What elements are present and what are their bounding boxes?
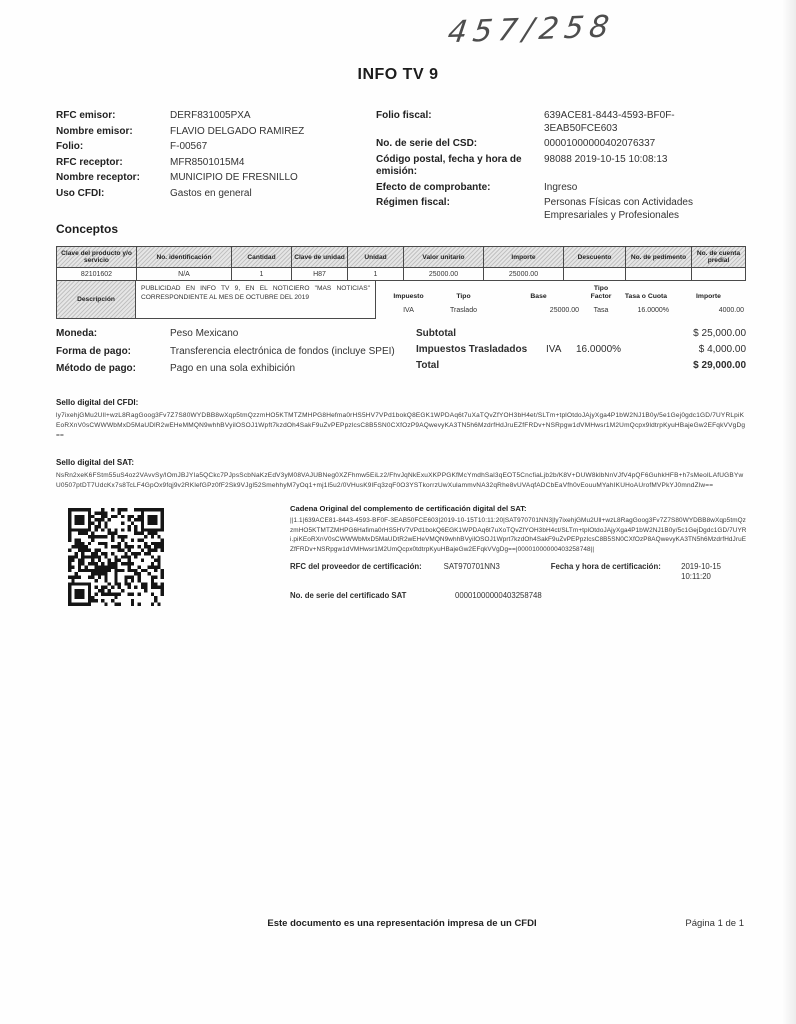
emisor-field-label: Nombre receptor: — [56, 172, 140, 183]
conceptos-cell: 1 — [231, 268, 291, 281]
impuestos-cell: Traslado — [450, 307, 477, 314]
totals — [416, 328, 746, 376]
emisor-field-label: RFC emisor: — [56, 110, 116, 121]
impuestos-col-header: Impuesto — [393, 293, 424, 300]
fiscal-field-value: 639ACE81-8443-4593-BF0F-3EAB50FCE603 — [544, 110, 675, 134]
pago-field-label: Forma de pago: — [56, 345, 132, 357]
total-row — [416, 360, 746, 372]
conceptos-cell: 25000.00 — [403, 268, 483, 281]
conceptos-col-header: Unidad — [347, 246, 403, 268]
descripcion-label: Descripción — [56, 281, 136, 319]
impuestos-col-header: Tipo — [456, 293, 471, 300]
subtotal-value: $ 25,000.00 — [693, 328, 746, 339]
sat-qr-code-icon — [68, 508, 164, 606]
emisor-field-value: MFR8501015M4 — [170, 156, 245, 168]
sello-cfdi-section — [56, 398, 748, 441]
impuestos-row — [386, 303, 746, 314]
cadena-original-section — [290, 504, 748, 610]
sello-cfdi-label: Sello digital del CFDI: — [56, 398, 139, 407]
emisor-field-value: FLAVIO DELGADO RAMIREZ — [170, 125, 305, 137]
rfc-proveedor-label: RFC del proveedor de certificación: — [290, 562, 422, 571]
pago-field-label: Método de pago: — [56, 363, 136, 375]
conceptos-col-header: Descuento — [563, 246, 625, 268]
sello-sat-label: Sello digital del SAT: — [56, 458, 135, 467]
conceptos-cell: H87 — [291, 268, 347, 281]
pago-field-value: Peso Mexicano — [170, 328, 239, 339]
impuestos-col-header: Importe — [696, 293, 721, 300]
impuestos-col-header: Tasa o Cuota — [624, 293, 668, 300]
fecha-certificacion-value: 2019-10-15 10:11:20 — [681, 562, 722, 581]
conceptos-table-header — [56, 246, 746, 268]
fiscal-field-value: Personas Físicas con Actividades Empresariales y Profesionales — [544, 197, 693, 221]
conceptos-cell: 25000.00 — [483, 268, 563, 281]
impuestos-col-header: Tipo Factor — [590, 285, 612, 300]
fiscal-field-label: Efecto de comprobante: — [376, 181, 491, 193]
conceptos-col-header: No. de cuenta predial — [691, 246, 746, 268]
pago-field-value: Transferencia electrónica de fondos (incluye SPEI) — [170, 345, 395, 357]
serie-certificado-row — [290, 591, 748, 601]
total-label: Total — [416, 360, 440, 371]
conceptos-cell — [691, 268, 746, 281]
conceptos-cell — [563, 268, 625, 281]
certification-details — [290, 562, 748, 601]
emisor-field-value: DERF831005PXA — [170, 110, 251, 121]
impuestos-label: Impuestos Trasladados — [416, 344, 528, 355]
conceptos-table-row — [56, 268, 746, 281]
sello-sat-section — [56, 458, 748, 491]
fiscal-field-label: Régimen fiscal: — [376, 197, 450, 208]
fiscal-info — [376, 110, 746, 222]
invoice-header — [56, 110, 746, 222]
fiscal-field-value: 00001000000402076337 — [544, 138, 656, 149]
impuestos-rate: 16.0000% — [576, 344, 622, 355]
handwritten-note: 457/258 — [445, 9, 618, 51]
conceptos-heading: Conceptos — [56, 222, 119, 236]
conceptos-cell — [625, 268, 691, 281]
impuestos-header — [386, 283, 746, 303]
rfc-proveedor-row — [290, 562, 748, 582]
descripcion-text: PUBLICIDAD EN INFO TV 9, EN EL NOTICIERO "MAS NOTICIAS" CORRESPONDIENTE AL MES DE OCTUBRE DEL 2019 — [136, 281, 376, 319]
conceptos-col-header: No. de pedimento — [625, 246, 691, 268]
impuestos-cell: 25000.00 — [549, 307, 579, 314]
impuestos-value: $ 4,000.00 — [698, 344, 746, 355]
serie-certificado-value: 00001000000403258748 — [455, 591, 542, 600]
fiscal-field-label: No. de serie del CSD: — [376, 138, 478, 149]
impuestos-trasladados-row — [416, 344, 746, 356]
sello-sat-value: NsRn2xeK6FStm55uS4oz2VAvvSy/lOmJBJYIa5QCkc7PJpsScbNaKzEdV3yM08VAJUBNeg0XZFhmw5EiLz2/FhvJqNkExuXKPPGKfMcYmdhSal3qEOT5CncfiaLjb2b/K8V+DUW8klbNnVJfV4pQF6GuhkHFB+h7sMeoILAfUGBYwU0507ptDT7UdcKx7s8TcLF4GpOx9fqj9v2RKlefGPz0fF2Sk9VJgl52SmehhyM7yOq1+mj1l5u2/0VHusK9lFq3zqF0O3YSTkorrzUwXulammvNA32qRhe8vUVAqfADCbEaVfh0vEouuMYahIKUHoAUrofMVPkYJ0mndZlw== — [56, 472, 744, 489]
footer-note: Este documento es una representación impresa de un CFDI — [267, 918, 537, 929]
conceptos-table — [56, 246, 746, 319]
conceptos-cell: N/A — [136, 268, 231, 281]
total-value: $ 29,000.00 — [693, 360, 746, 371]
pago-field-label: Moneda: — [56, 328, 98, 339]
conceptos-col-header: No. identificación — [136, 246, 231, 268]
fiscal-field-value: 98088 2019-10-15 10:08:13 — [544, 153, 668, 165]
emisor-field-value: MUNICIPIO DE FRESNILLO — [170, 172, 298, 183]
impuestos-col-header: Base — [530, 293, 547, 300]
emisor-field-value: Gastos en general — [170, 187, 252, 199]
emisor-field-label: Uso CFDI: — [56, 187, 105, 199]
emisor-field-label: Nombre emisor: — [56, 125, 133, 137]
conceptos-col-header: Clave del producto y/o servicio — [56, 246, 136, 268]
conceptos-col-header: Cantidad — [231, 246, 291, 268]
subtotal-row — [416, 328, 746, 340]
impuestos-subtable — [386, 281, 746, 319]
payment-totals-section — [56, 328, 746, 376]
fiscal-field-value: Ingreso — [544, 181, 578, 193]
fecha-certificacion-label: Fecha y hora de certificación: — [550, 562, 661, 571]
impuestos-cell: 16.0000% — [637, 307, 669, 314]
serie-certificado-label: No. de serie del certificado SAT — [290, 591, 407, 600]
pago-field-value: Pago en una sola exhibición — [170, 363, 296, 375]
impuestos-cell: 4000.00 — [718, 307, 744, 314]
page-title: INFO TV 9 — [357, 66, 439, 83]
sello-cfdi-value: ly7ixehjGMu2Ull+wzL8RagGoog3Fv7Z7S80WYDBB8wXqp5tmQzzmHO5KTMTZMHPG8Hefma0rHS5HV7VPd1bokQ8EGK1WPDAq6t7uXaTQvZfYOH3bH4et/SLTm+tplOtdoJAjyXga4P1bW2NJ1B0y/5e1Gej0gdc1GD/7UYRLpiKEoRXnV0sCWWWbMxD5MaUDlR2wEHeMMQN9whhBVyilOSOJ1Wpft7kzdOh4SakF9uZvPEPpzlcsC8B5SN0CXfOzP9AQwevyKA3TN5h6MzdrfHdJruEZfFRDv+NSRpgw1dVMHwsr1M2UmQcpx9ldtrpKyuHBajeGw2EFqkVVgDg== — [56, 412, 746, 439]
emisor-field-label: RFC receptor: — [56, 156, 123, 168]
emisor-field-label: Folio: — [56, 141, 84, 152]
subtotal-label: Subtotal — [416, 328, 456, 339]
impuestos-tax-name: IVA — [546, 344, 562, 355]
conceptos-cell: 82101602 — [56, 268, 136, 281]
descripcion-row — [56, 281, 746, 319]
impuestos-cell: IVA — [403, 307, 414, 314]
fiscal-field-label: Folio fiscal: — [376, 110, 432, 121]
payment-info — [56, 328, 416, 376]
page-indicator: Página 1 de 1 — [685, 918, 744, 929]
impuestos-cell: Tasa — [593, 307, 609, 314]
conceptos-col-header: Clave de unidad — [291, 246, 347, 268]
conceptos-cell: 1 — [347, 268, 403, 281]
emisor-info — [56, 110, 376, 222]
emisor-field-value: F-00567 — [170, 141, 208, 152]
cadena-original-label: Cadena Original del complemento de certificación digital del SAT: — [290, 504, 527, 513]
conceptos-col-header: Importe — [483, 246, 563, 268]
cadena-original-value: ||1.1|639ACE81-8443-4593-BF0F-3EAB50FCE603|2019-10-15T10:11:20|SAT970701NN3|ly7ixehjGMu2Ull+wzL8RagGoog3Fv7Z7S80WYDBB8wXqp5tmQzzmHO5KTMTZMHPG6Hafima0rHS5HV7VPd1bokQ6EGK1WPDAq6t7uXoTQvZfYOH3bH4ct/SLTm+tplOtdoJAjyXga4P1bW2NJ1B0y/5c1GejDgdc1GD/7UYRi.piKEoRXnV0sCWWWbMxD5MaUDtR2wEHeVMQN9whhBVyilOSOJ1Wprt7kzdOh4SakF9uZvPEPpzlcsC8B5SN0CXfOzP8AQwevyKA3TN5h6MzdrfHdJruEZfFRDv+NSRpgw1dVMHwsr1M2UmQcpx0tdtrpKyuHBajeGw2EFqkVVgDg==|00001000000403258748|| — [290, 517, 747, 553]
rfc-proveedor-value: SAT970701NN3 — [443, 562, 500, 571]
fiscal-field-label: Código postal, fecha y hora de emisión: — [376, 153, 522, 177]
conceptos-col-header: Valor unitario — [403, 246, 483, 268]
